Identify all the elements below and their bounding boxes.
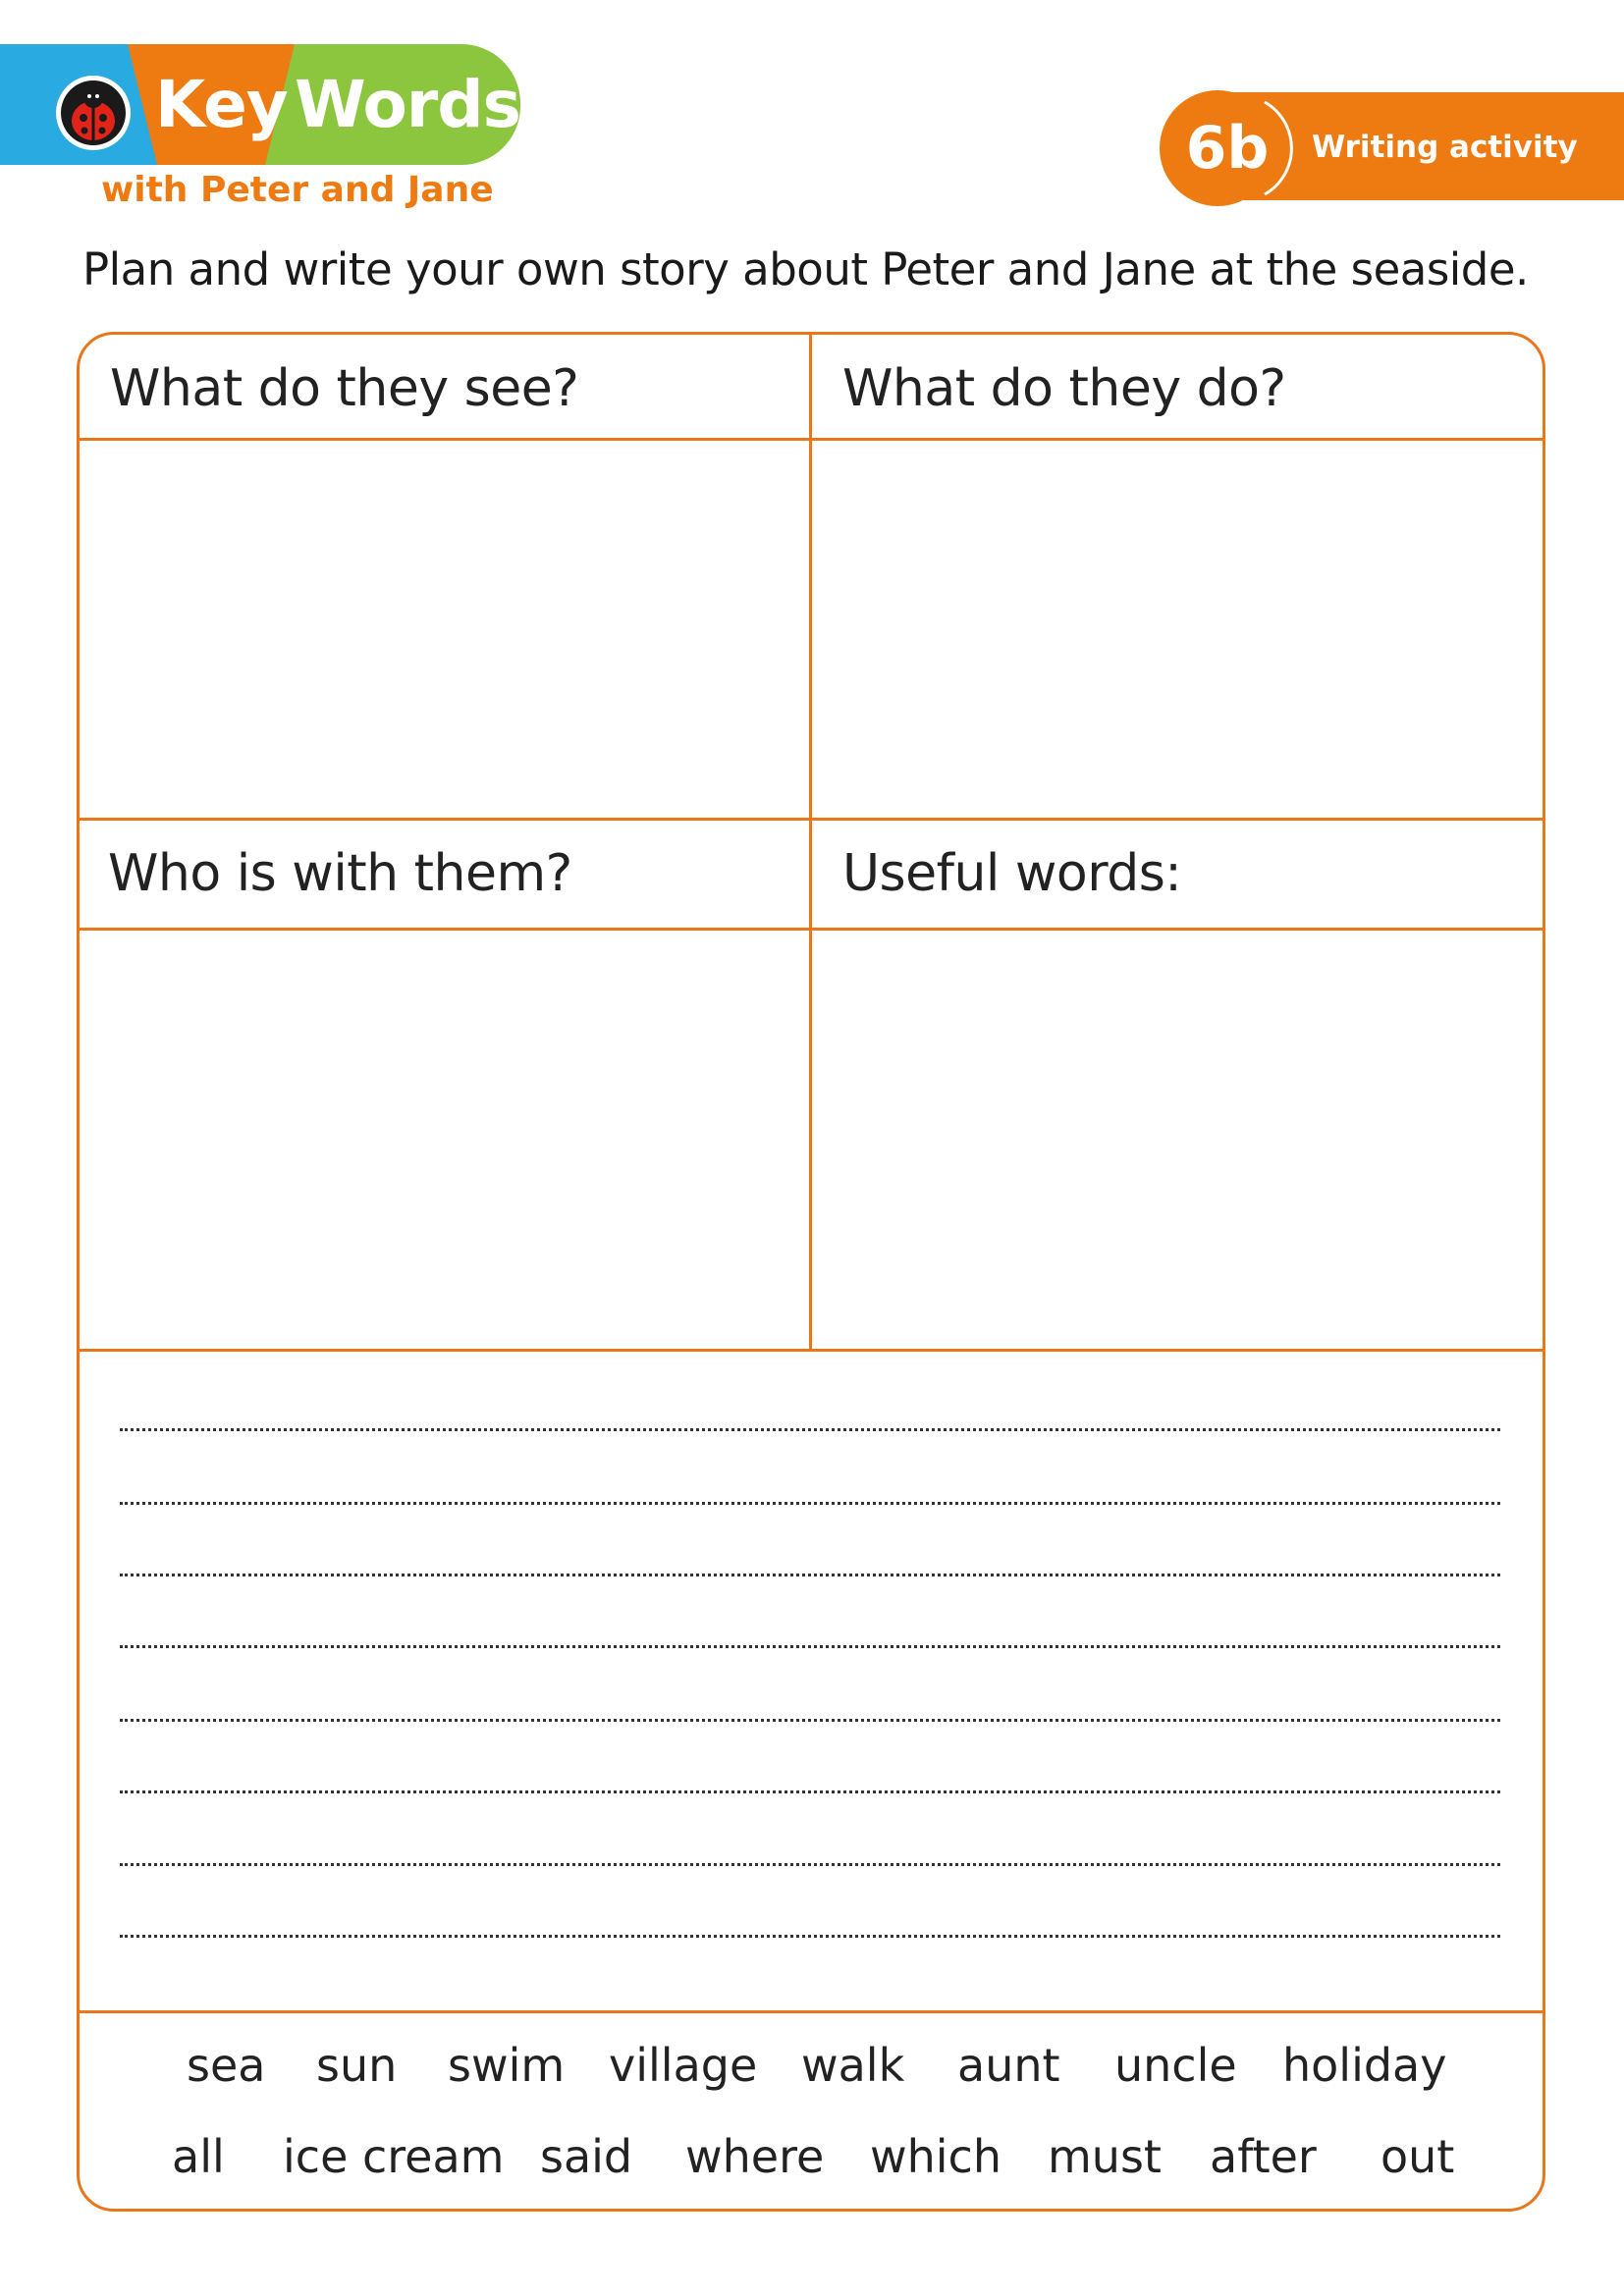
word-bank-item: aunt xyxy=(957,2039,1060,2092)
word-bank-item: walk xyxy=(801,2039,905,2092)
answer-box-see[interactable] xyxy=(82,444,807,815)
question-do: What do they do? xyxy=(842,359,1286,418)
word-bank-item: out xyxy=(1380,2130,1455,2183)
word-bank-item: swim xyxy=(448,2039,566,2092)
divider-word-bank xyxy=(79,2010,1543,2013)
instruction-text: Plan and write your own story about Peter and Jane at the seaside. xyxy=(82,243,1529,295)
writing-line[interactable] xyxy=(120,1502,1500,1505)
writing-line[interactable] xyxy=(120,1790,1500,1793)
useful-words-heading: Useful words: xyxy=(842,844,1182,903)
word-bank-item: sea xyxy=(187,2039,266,2092)
word-bank-item: village xyxy=(609,2039,758,2092)
answer-box-do[interactable] xyxy=(815,444,1542,815)
logo-key-text: Key xyxy=(155,67,288,142)
word-bank-item: which xyxy=(870,2130,1002,2183)
writing-line[interactable] xyxy=(120,1863,1500,1866)
word-bank-item: must xyxy=(1048,2130,1162,2183)
badge-number: 6b xyxy=(1185,114,1270,183)
word-bank-item: all xyxy=(172,2130,225,2183)
writing-line[interactable] xyxy=(120,1935,1500,1938)
key-words-logo xyxy=(0,44,520,165)
answer-box-useful-words[interactable] xyxy=(815,934,1542,1346)
word-bank-item: holiday xyxy=(1282,2039,1447,2092)
writing-line[interactable] xyxy=(120,1719,1500,1722)
logo-subtitle: with Peter and Jane xyxy=(101,170,494,210)
word-bank-item: said xyxy=(540,2130,633,2183)
activity-badge xyxy=(1159,90,1624,206)
word-bank-item: where xyxy=(685,2130,825,2183)
answer-box-who[interactable] xyxy=(82,934,807,1346)
question-see: What do they see? xyxy=(110,359,579,418)
word-bank-row-2 xyxy=(118,2125,1502,2194)
word-bank-item: after xyxy=(1210,2130,1317,2183)
writing-line[interactable] xyxy=(120,1645,1500,1648)
word-bank-item: ice cream xyxy=(283,2130,505,2183)
logo-words-text: Words xyxy=(295,67,520,142)
word-bank-item: uncle xyxy=(1114,2039,1237,2092)
word-bank-item: sun xyxy=(316,2039,398,2092)
writing-line[interactable] xyxy=(120,1428,1500,1431)
question-who: Who is with them? xyxy=(108,844,572,903)
badge-label: Writing activity xyxy=(1312,130,1578,165)
divider-vertical xyxy=(809,334,812,1351)
word-bank-row-1 xyxy=(118,2034,1502,2103)
writing-line[interactable] xyxy=(120,1574,1500,1576)
